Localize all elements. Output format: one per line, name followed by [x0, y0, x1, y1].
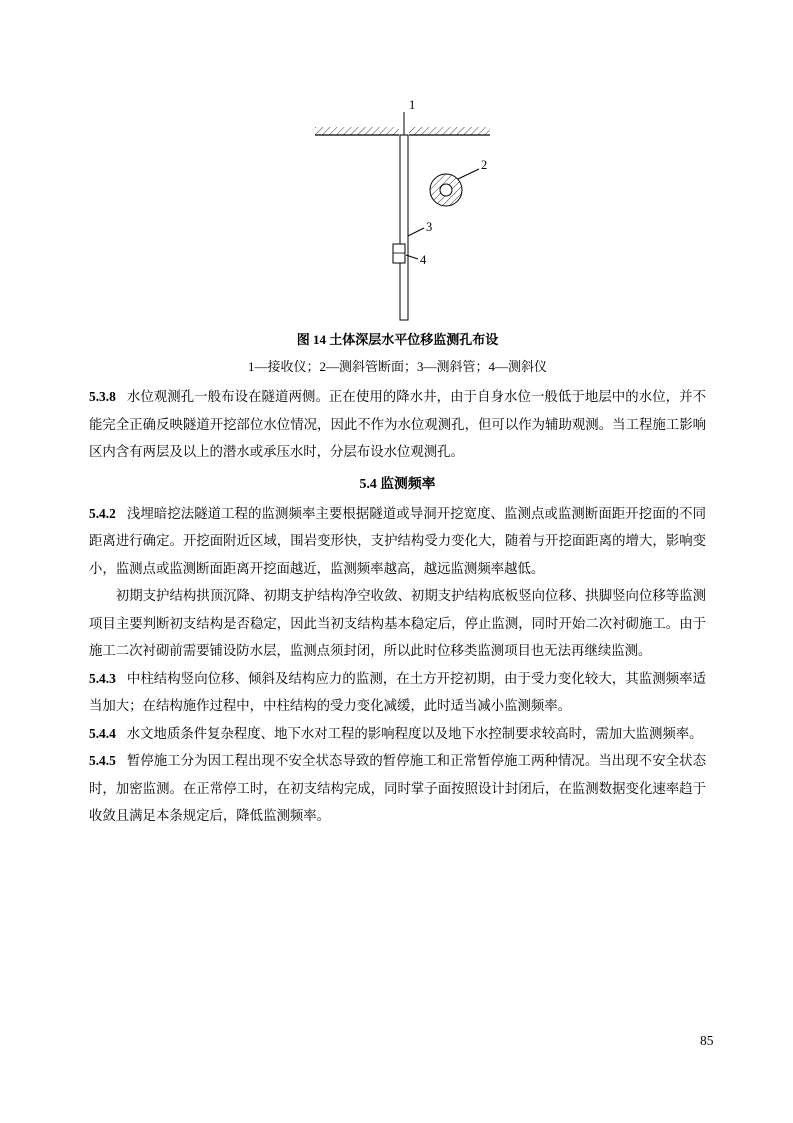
page-number: 85	[700, 1033, 714, 1048]
inclinometer-pipe	[400, 135, 408, 320]
leader-line-3	[408, 228, 424, 236]
figure-label-2: 2	[481, 158, 488, 172]
leader-line-2	[458, 169, 479, 179]
ground-hatch-left	[315, 127, 399, 135]
clause-5-3-8	[89, 383, 706, 466]
clause-text-5-4-5: 暂停施工分为因工程出现不安全状态导致的暂停施工和正常暂停施工两种情况。当出现不安全状态时，加密监测。在正常停工时，在初支结构完成，同时掌子面按照设计封闭后，在监测数据变化速率趋于收敛且满足本条规定后，降低监测频率。	[89, 753, 706, 823]
ground-hatch-right	[409, 127, 490, 135]
page-content	[89, 0, 706, 830]
clause-number-5-4-4: 5.4.4	[89, 725, 116, 741]
figure-label-4: 4	[420, 253, 427, 267]
paragraph-initial-support: 初期支护结构拱顶沉降、初期支护结构净空收敛、初期支护结构底板竖向位移、拱脚竖向位移等监测项目主要判断初支结构是否稳定，因此当初支结构基本稳定后，停止监测，同时开始二次衬砌施工。由于施工二次衬砌前需要铺设防水层，监测点须封闭，所以此时位移类监测项目也无法再继续监测。	[89, 588, 706, 658]
figure-label-1: 1	[409, 98, 416, 112]
clause-text-5-4-3: 中柱结构竖向位移、倾斜及结构应力的监测，在土方开挖初期，由于受力变化较大，其监测频率适当加大；在结构施作过程中，中柱结构的受力变化减缓，此时适当减小监测频率。	[89, 670, 706, 713]
clause-text-5-4-2: 浅埋暗挖法隧道工程的监测频率主要根据隧道或导洞开挖宽度、监测点或监测断面距开挖面的不同距离进行确定。开挖面附近区域，围岩变形快，支护结构受力变化大，随着与开挖面距离的增大，影响变小，监测点或监测断面距离开挖面越近，监测频率越高，越远监测频率越低。	[89, 505, 706, 576]
clause-number-5-4-2: 5.4.2	[89, 505, 116, 521]
clause-number-5-3-8: 5.3.8	[89, 389, 116, 404]
clause-number-5-4-5: 5.4.5	[89, 753, 116, 768]
clause-text-5-3-8: 水位观测孔一般布设在隧道两侧。正在使用的降水井，由于自身水位一般低于地层中的水位，并不能完全正确反映隧道开挖部位水位情况，因此不作为水位观测孔，但可以作为辅助观测。当工程施工影响区内含有两层及以上的潜水或承压水时，分层布设水位观测孔。	[89, 389, 706, 459]
monitoring-hole-diagram	[282, 97, 522, 329]
inclinometer-probe	[393, 244, 405, 263]
clause-number-5-4-3: 5.4.3	[89, 670, 116, 686]
clause-5-4-5	[89, 747, 706, 830]
figure-14	[89, 97, 706, 329]
pipe-cross-section-inner	[440, 184, 452, 196]
section-heading-5-4: 5.4 监测频率	[359, 475, 436, 491]
clause-5-4-4	[89, 720, 706, 748]
figure-caption: 图 14 土体深层水平位移监测孔布设	[296, 332, 499, 347]
figure-label-3: 3	[426, 220, 433, 234]
clause-5-4-2	[89, 500, 706, 583]
figure-legend: 1—接收仪；2—测斜管断面；3—测斜管；4—测斜仪	[247, 359, 547, 374]
clause-5-4-3	[89, 665, 706, 720]
clause-text-5-4-4: 水文地质条件复杂程度、地下水对工程的影响程度以及地下水控制要求较高时，需加大监测频率。	[126, 725, 703, 741]
